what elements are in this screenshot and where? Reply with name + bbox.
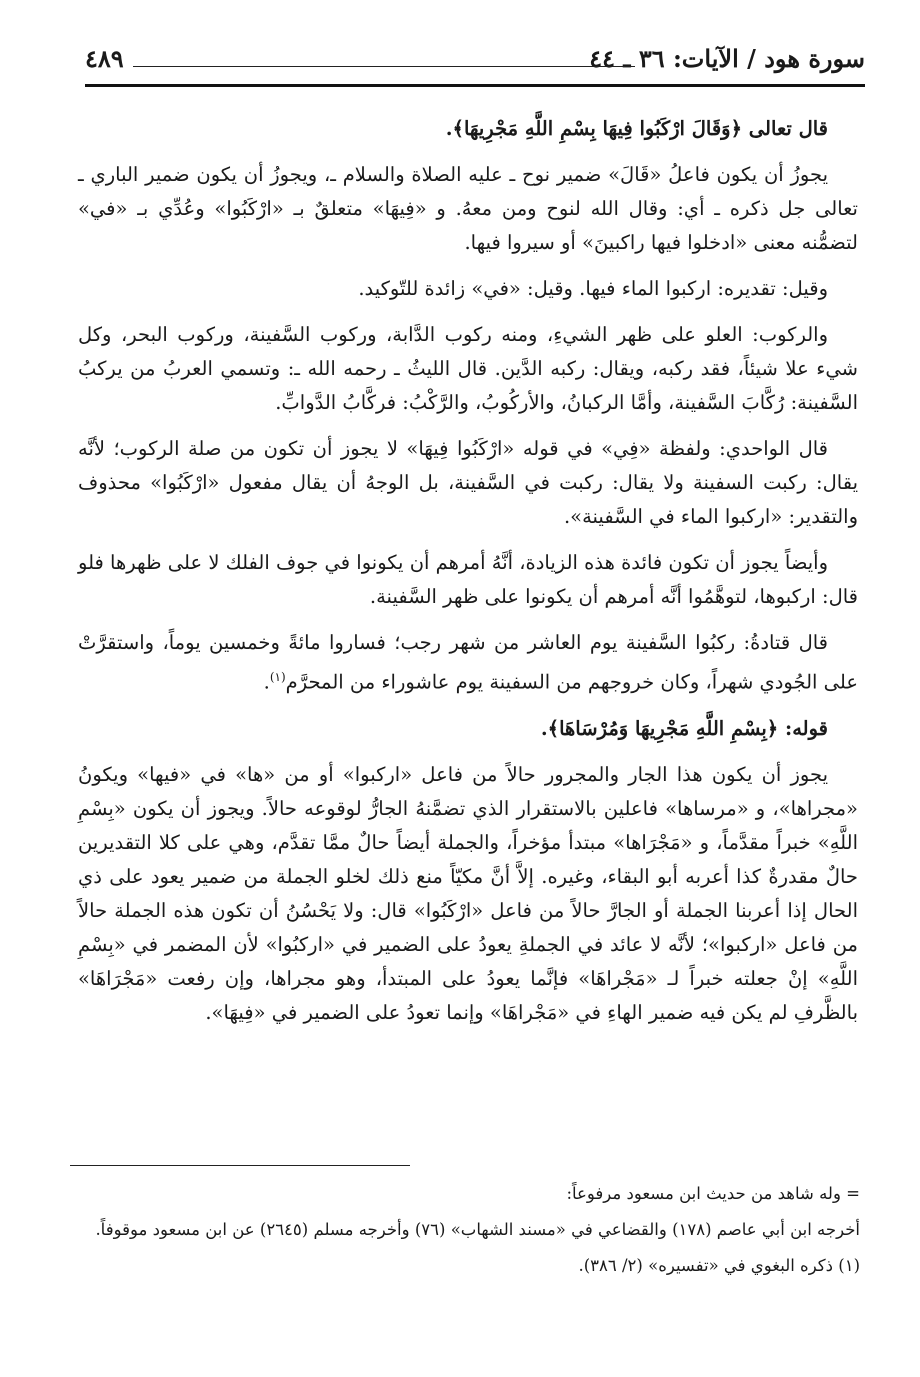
footnote: = وله شاهد من حديث ابن مسعود مرفوعاً: [566,1184,860,1203]
main-text [78,112,858,1042]
page-number: ٤٨٩ [85,44,124,73]
footnote-separator [70,1165,410,1166]
verse-quote: قوله: ﴿بِسْمِ اللَّهِ مَجْرِيهَا وَمُرْسَاهَا﴾. [540,716,828,740]
paragraph: والركوب: العلو على ظهر الشيءِ، ومنه ركوب الدَّابة، وركوب السَّفينة، وركوب البحر، وكل شيء علا شيئاً، فقد ركبه، ويقال: ركبه الدَّين. قال الليثُ ـ رحمه الله ـ: وتسمي العربُ من يركبُ السَّفينة: رُكَّابَ السَّفينة، وأمَّا الركبانُ، والأركُوبُ، والرَّكْبُ: فركَّابُ الدَّوابِّ. [78,323,858,414]
paragraph-text: قال قتادةُ: ركبُوا السَّفينة يوم العاشر من شهر رجب؛ فساروا مائةً وخمسين يوماً، واستقرَّتْ على الجُودي شهراً، وكان خروجهم من السفينة يوم عاشوراء من المحرَّم [78,631,858,694]
surah-title: سورة هود / الآيات: ٣٦ ـ ٤٤ [589,44,865,73]
paragraph: يجوز أن يكون هذا الجار والمجرور حالاً من فاعل «اركبوا» أو من «ها» في «فيها» ويكونُ «مجراها»، و «مرساها» فاعلين بالاستقرار الذي تضمَّنهُ الجارُّ لوقوعه حالاً. ويجوز أن يكون «بِسْمِ اللَّهِ» خبراً مقدَّماً، و «مَجْرَاها» مبتدأ مؤخراً، والجملة أيضاً حالٌ ممَّا تقدَّم، وهي على كلا التقديرين حالٌ مقدرةٌ كذا أعربه أبو البقاء، وغيره. إلاَّ أنَّ مكيّاً منع ذلك لخلو الجملة من ضمير يعود على ذي الحال إذا أعربنا الجملة أو الجارَّ حالاً من فاعل «ارْكَبُوا» قال: ولا يَحْسُنُ أن تكون هذه الجملة حالاً من فاعل «اركبوا»؛ لأنَّه لا عائد في الجملةِ يعودُ على الضمير في «اركبُوا» لأن المضمر في «بِسْمِ اللَّهِ» إنْ جعلته خبراً لـ «مَجْراهَا» فإنَّما يعودُ على المبتدأ، وهو مجراها، وإن رفعت «مَجْرَاهَا» بالظَّرفِ لم يكن فيه ضمير الهاءِ في «مَجْراهَا» وإنما تعودُ على الضمير في «فِيهَا». [78,762,858,1024]
header-divider-line [133,66,635,67]
paragraph: وأيضاً يجوز أن تكون فائدة هذه الزيادة، أنَّهُ أمرهم أن يكونوا في جوف الفلك لا على ظهرها فلو قال: اركبوها، لتوهَّمُوا أنَّه أمرهم أن يكونوا على ظهر السَّفينة. [78,551,858,608]
footnote: (١) ذكره البغوي في «تفسيره» (٢/ ٣٨٦). [578,1256,860,1275]
paragraph [78,626,858,700]
paragraph: قال الواحدي: ولفظة «فِي» في قوله «ارْكَبُوا فِيهَا» لا يجوز أن تكون من صلة الركوب؛ لأنَّه يقال: ركبت السفينة ولا يقال: ركبت في السَّفينة، بل الوجهُ أن يقال مفعول «ارْكَبُوا» محذوف والتقدير: «اركبوا الماء في السَّفينة». [78,437,858,528]
period: . [263,670,270,694]
verse-quote: قال تعالى ﴿وَقَالَ ارْكَبُوا فِيهَا بِسْمِ اللَّهِ مَجْرِيهَا﴾. [445,117,828,140]
paragraph: يجوزُ أن يكون فاعلُ «قَالَ» ضمير نوح ـ عليه الصلاة والسلام ـ، ويجوزُ أن يكون ضمير الباري ـ تعالى جل ذكره ـ أي: وقال الله لنوح ومن معهُ. و «فِيهَا» متعلقٌ بـ «ارْكَبُوا» وعُدِّي بـ «في» لتضمُّنه معنى «ادخلوا فيها راكبينَ» أو سيروا فيها. [78,163,858,254]
footnotes [78,1180,860,1288]
page-header [85,40,865,92]
paragraph: وقيل: تقديره: اركبوا الماء فيها. وقيل: «في» زائدة للتّوكيد. [358,277,828,300]
header-rule [85,84,865,87]
footnote-ref: (١) [269,670,286,684]
footnote: أخرجه ابن أبي عاصم (١٧٨) والقضاعي في «مسند الشهاب» (٧٦) وأخرجه مسلم (٢٦٤٥) عن ابن مسعود موقوفاً. [95,1220,860,1239]
